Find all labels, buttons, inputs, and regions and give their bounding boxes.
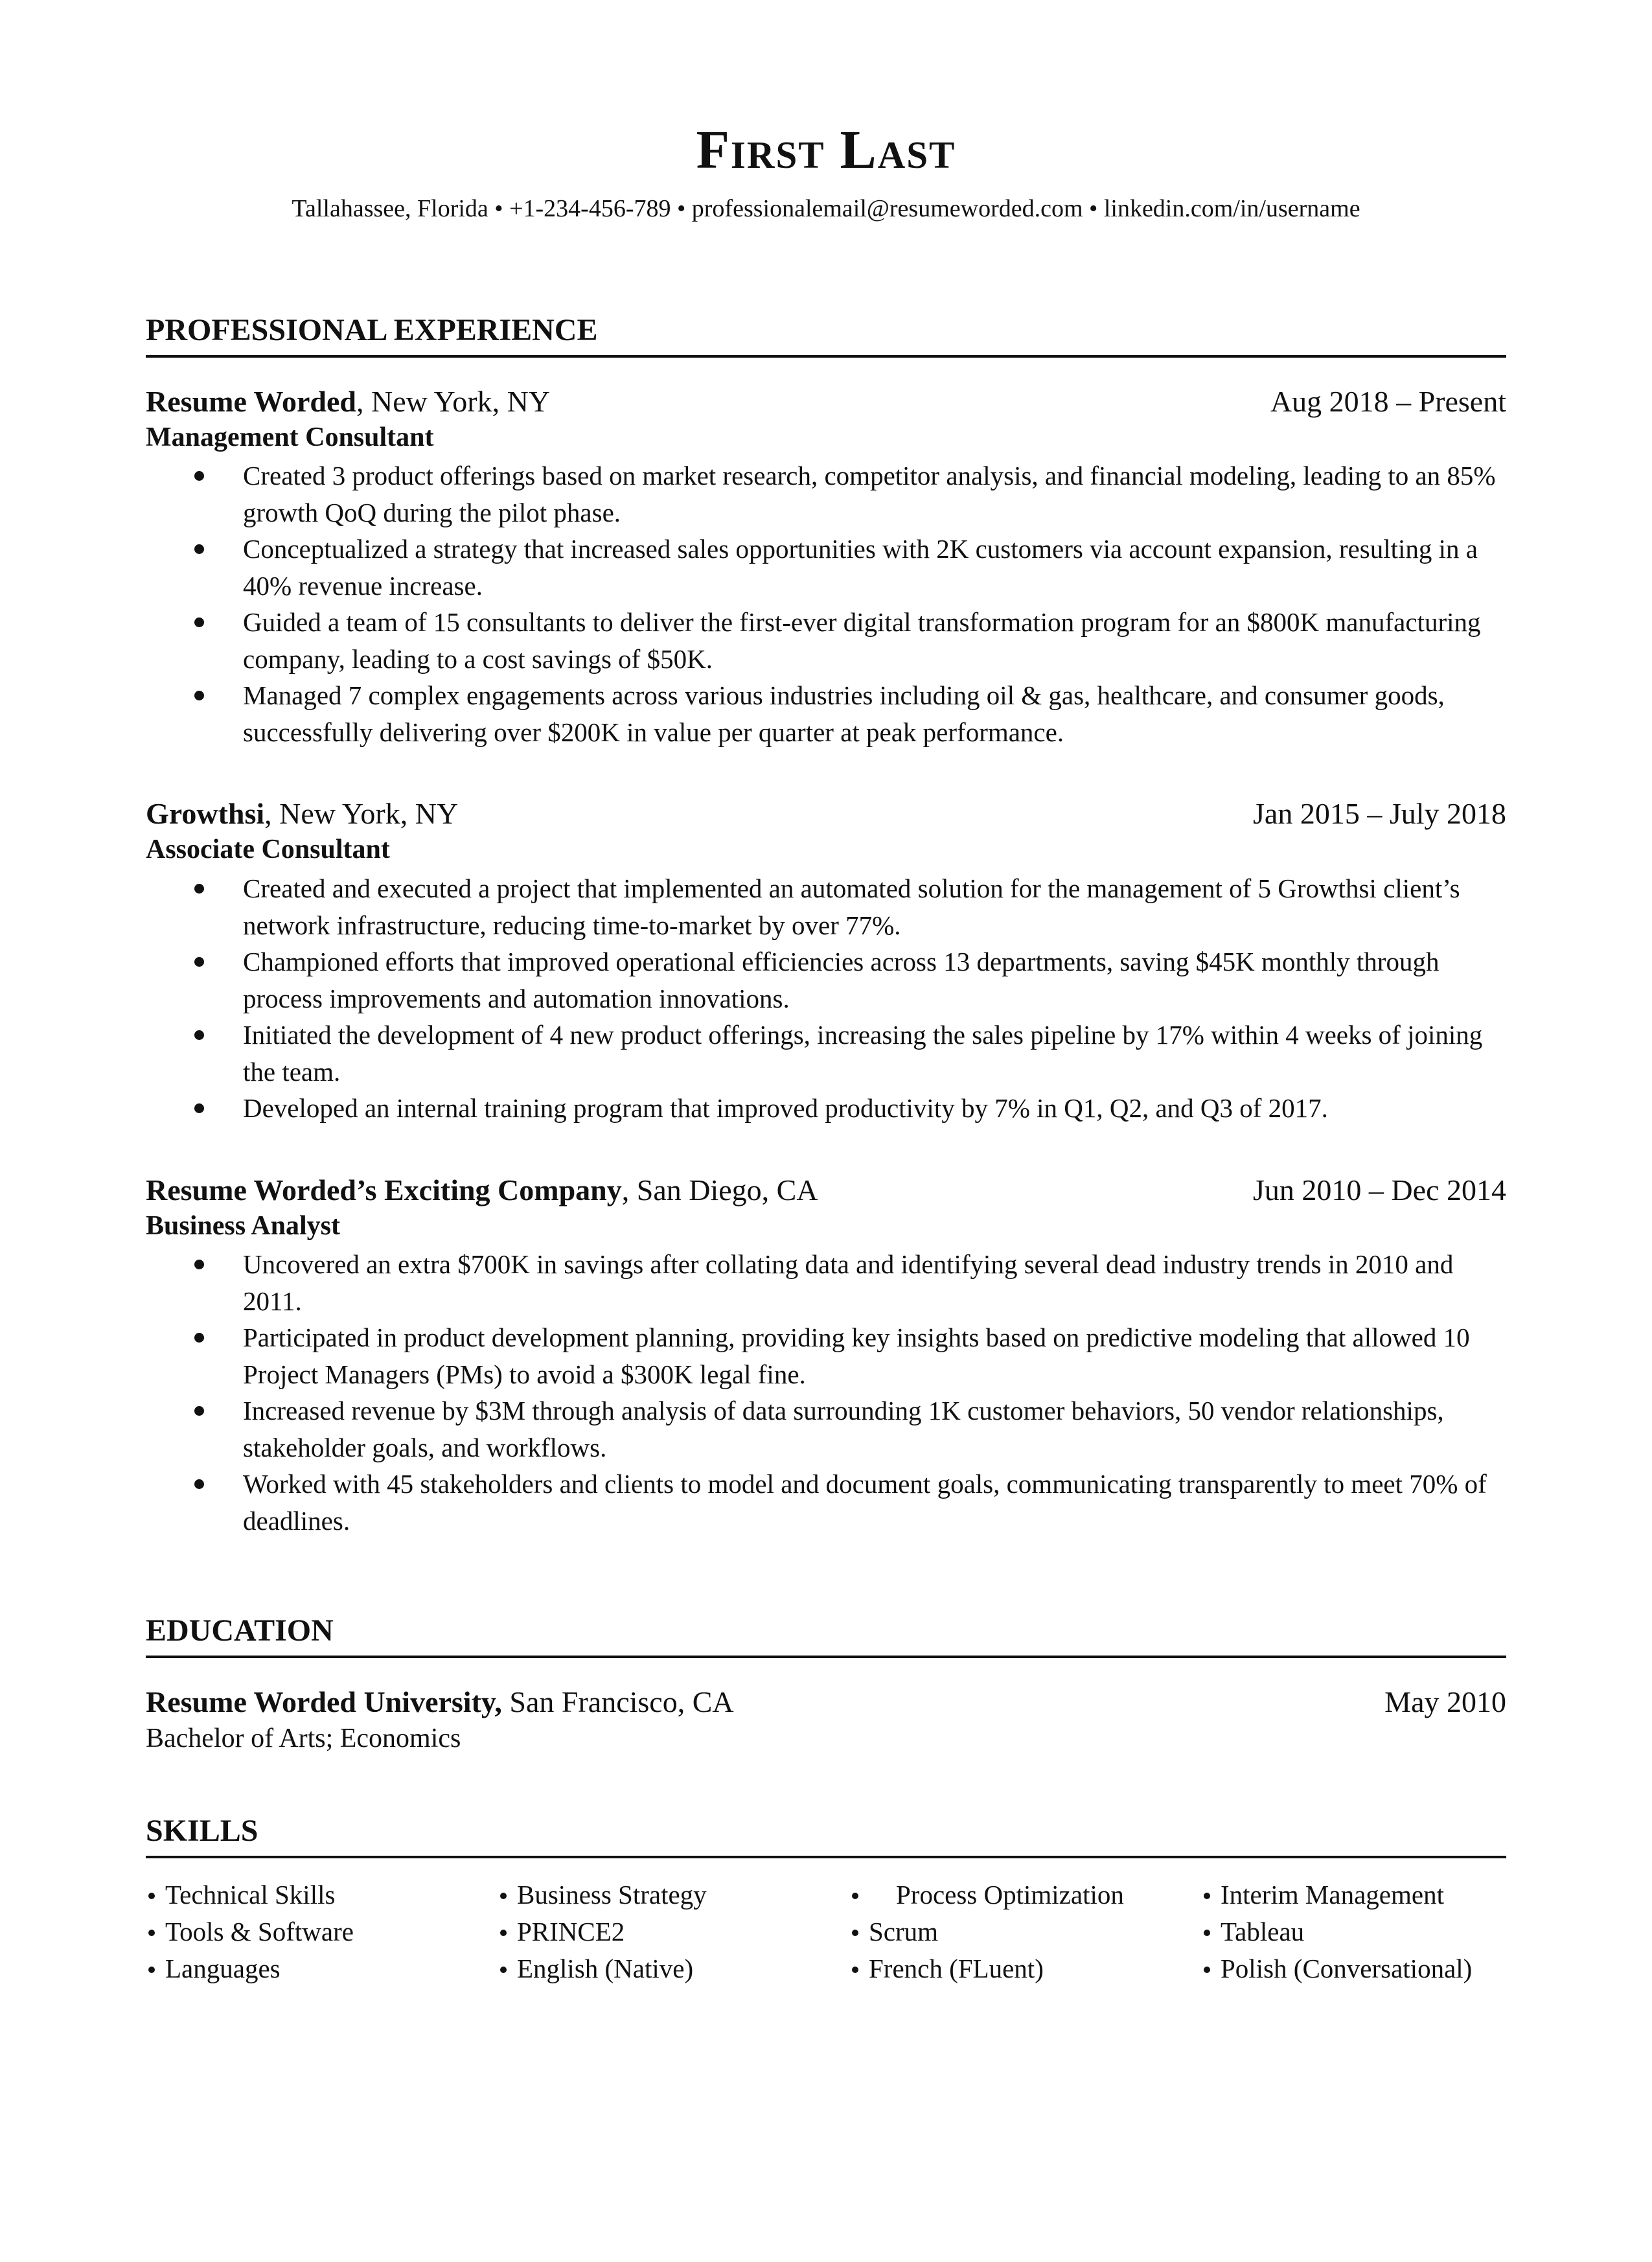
education-date: May 2010 [1384, 1685, 1506, 1719]
skill-item [1201, 1950, 1506, 1987]
contact-line: Tallahassee, Florida • +1-234-456-789 • professionalemail@resumeworded.com • linkedin.com/in/username [292, 195, 1360, 222]
skill-item [498, 1950, 849, 1987]
bullet-icon [194, 1406, 204, 1416]
bullet-icon [148, 1893, 155, 1899]
job-role: Associate Consultant [146, 835, 390, 865]
job-dates: Jan 2015 – July 2018 [1253, 797, 1506, 831]
job-header [146, 1172, 1506, 1208]
list-item [146, 1392, 1506, 1466]
bullet-icon [194, 617, 204, 627]
skill-text: Process Optimization [896, 1880, 1124, 1910]
job-bullets [146, 870, 1506, 1127]
bullet-icon [1204, 1967, 1210, 1973]
job-company: Resume Worded [146, 384, 356, 418]
job-employer [146, 1172, 818, 1208]
section-title-education: EDUCATION [146, 1615, 1506, 1658]
bullet-text: Conceptualized a strategy that increased sales opportunities with 2K customers via account expansion, resulting in a 40% revenue increase. [243, 534, 1478, 601]
skill-item [146, 1913, 498, 1950]
skill-item [498, 1913, 849, 1950]
skill-text: Business Strategy [517, 1880, 707, 1910]
education-location: San Francisco, CA [501, 1685, 734, 1719]
bullet-text: Participated in product development planning, providing key insights based on predictive modeling that allowed 10 Project Managers (PMs) to avoid a $300K legal fine. [243, 1322, 1470, 1389]
bullet-icon [194, 1333, 204, 1343]
job-role: Management Consultant [146, 422, 434, 452]
skill-text: English (Native) [517, 1954, 694, 1983]
list-item [146, 943, 1506, 1017]
list-item [146, 1319, 1506, 1392]
list-item [146, 870, 1506, 943]
job-dates: Aug 2018 – Present [1270, 384, 1506, 418]
bullet-icon [194, 1479, 204, 1489]
list-item [146, 677, 1506, 750]
skill-item [1201, 1913, 1506, 1950]
education-degree: Bachelor of Arts; Economics [146, 1724, 461, 1754]
bullet-icon [852, 1893, 858, 1899]
bullet-text: Managed 7 complex engagements across various industries including oil & gas, healthcare, and consumer goods, successfully delivering over $200K in value per quarter at peak performance. [243, 680, 1445, 747]
job-header [146, 796, 1506, 832]
section-title-skills: SKILLS [146, 1816, 1506, 1858]
skill-text: Interim Management [1221, 1880, 1444, 1910]
education-school: Resume Worded University, [146, 1685, 502, 1719]
job-bullets [146, 1246, 1506, 1539]
job-location: , New York, NY [356, 384, 551, 418]
bullet-text: Developed an internal training program that improved productivity by 7% in Q1, Q2, and Q3 of 2017. [243, 1093, 1328, 1123]
job-company: Growthsi [146, 797, 265, 831]
bullet-icon [500, 1930, 507, 1936]
bullet-text: Increased revenue by $3M through analysis of data surrounding 1K customer behaviors, 50 vendor relationships, stakeholder goals, and workflows. [243, 1396, 1444, 1462]
skill-text: Technical Skills [165, 1880, 336, 1910]
bullet-icon [194, 1103, 204, 1113]
skill-item [849, 1876, 1201, 1913]
education-header [146, 1684, 1506, 1720]
resume-page [0, 120, 1652, 2262]
bullet-text: Guided a team of 15 consultants to deliver the first-ever digital transformation program for an $800K manufacturing company, leading to a cost savings of $50K. [243, 607, 1481, 674]
bullet-icon [194, 471, 204, 481]
job-header [146, 384, 1506, 420]
job-dates: Jun 2010 – Dec 2014 [1253, 1173, 1506, 1206]
job-location: , San Diego, CA [621, 1173, 818, 1206]
bullet-icon [194, 691, 204, 700]
skill-text: PRINCE2 [517, 1917, 625, 1946]
bullet-text: Championed efforts that improved operational efficiencies across 13 departments, saving $45K monthly through process improvements and automation innovations. [243, 947, 1440, 1013]
job-employer [146, 796, 458, 832]
job-role: Business Analyst [146, 1210, 340, 1241]
job-bullets [146, 457, 1506, 750]
bullet-text: Initiated the development of 4 new product offerings, increasing the sales pipeline by 17% within 4 weeks of joining the team. [243, 1020, 1483, 1087]
bullet-icon [194, 884, 204, 894]
bullet-icon [194, 1260, 204, 1269]
job-company: Resume Worded’s Exciting Company [146, 1173, 622, 1206]
bullet-icon [852, 1930, 858, 1936]
skill-text: Polish (Conversational) [1221, 1954, 1473, 1983]
bullet-icon [1204, 1893, 1210, 1899]
job-entry [146, 384, 1506, 751]
skill-item [1201, 1876, 1506, 1913]
education-entry [146, 1684, 1506, 1757]
bullet-icon [1204, 1930, 1210, 1936]
skills-grid [146, 1876, 1506, 1987]
bullet-icon [500, 1893, 507, 1899]
list-item [146, 1017, 1506, 1090]
bullet-text: Uncovered an extra $700K in savings after collating data and identifying several dead industry trends in 2010 and 2011. [243, 1249, 1454, 1316]
skill-item [849, 1950, 1201, 1987]
job-location: , New York, NY [264, 797, 459, 831]
skill-item [849, 1913, 1201, 1950]
skill-text: Scrum [869, 1917, 939, 1946]
job-entry [146, 796, 1506, 1126]
bullet-text: Created 3 product offerings based on market research, competitor analysis, and financial modeling, leading to an 85% growth QoQ during the pilot phase. [243, 461, 1496, 527]
bullet-icon [148, 1930, 155, 1936]
skill-item [146, 1876, 498, 1913]
bullet-icon [852, 1967, 858, 1973]
job-entry [146, 1172, 1506, 1540]
list-item [146, 1466, 1506, 1539]
list-item [146, 604, 1506, 677]
bullet-text: Created and executed a project that implemented an automated solution for the management of 5 Growthsi client’s network infrastructure, reducing time-to-market by over 77%. [243, 873, 1460, 940]
list-item [146, 457, 1506, 531]
list-item [146, 531, 1506, 604]
skill-item [146, 1950, 498, 1987]
skill-text: French (FLuent) [869, 1954, 1044, 1983]
skill-item [498, 1876, 849, 1913]
bullet-icon [194, 1030, 204, 1040]
list-item [146, 1246, 1506, 1319]
skill-text: Tableau [1221, 1917, 1305, 1946]
skill-text: Languages [165, 1954, 281, 1983]
bullet-icon [500, 1967, 507, 1973]
candidate-name: First Last [696, 120, 956, 180]
section-title-experience: PROFESSIONAL EXPERIENCE [146, 315, 1506, 358]
bullet-icon [194, 957, 204, 967]
job-employer [146, 384, 550, 420]
list-item [146, 1090, 1506, 1127]
education-institution [146, 1684, 734, 1720]
bullet-icon [148, 1967, 155, 1973]
skill-text: Tools & Software [165, 1917, 354, 1946]
bullet-text: Worked with 45 stakeholders and clients to model and document goals, communicating transparently to meet 70% of deadlines. [243, 1469, 1487, 1536]
bullet-icon [194, 544, 204, 554]
